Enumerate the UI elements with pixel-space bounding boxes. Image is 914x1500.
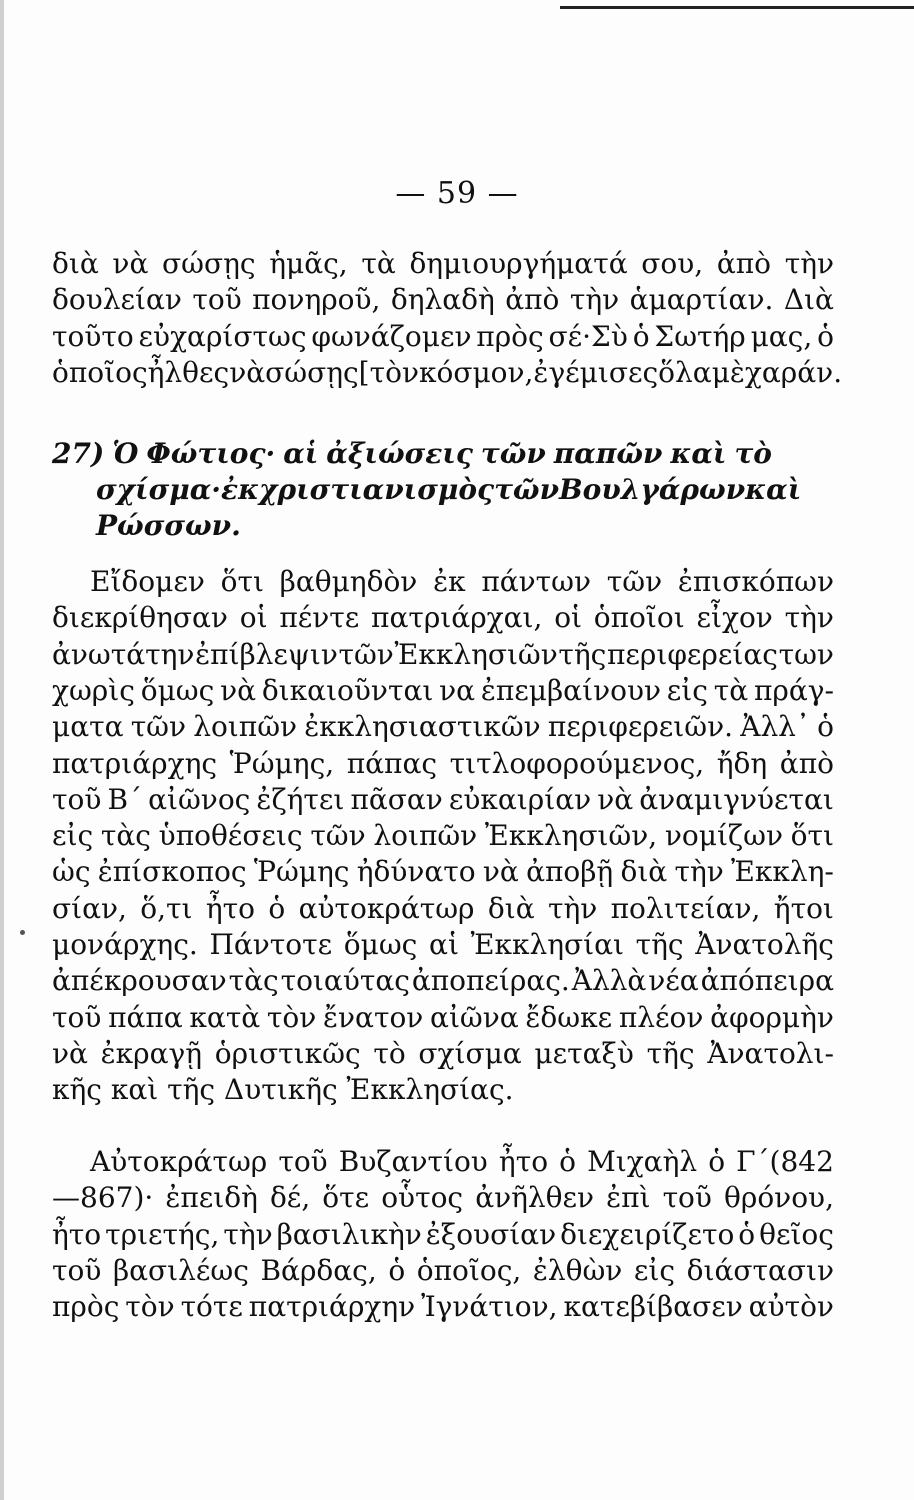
word: τοῦ [192,283,242,316]
word: βασιλικὴν [276,1218,422,1251]
word: ἤδη [716,747,768,780]
paragraph-line [90,1144,834,1180]
word: σου, [641,247,704,280]
word: Β´ [107,783,143,816]
word: Ἀνατολῆς [695,928,834,961]
word: καὶ [670,437,727,470]
word: αἰῶνα [430,1001,519,1034]
word: δηλαδὴ [390,283,495,316]
word: ἀνῆλθεν [475,1181,595,1214]
word: ἀναμιγνύεται [639,783,834,816]
word: τὸ [373,1037,406,1070]
word: ὁ [632,320,650,353]
word: πέντε [279,601,360,634]
word: εὐχαρίστως [138,320,307,353]
word: ἀποπείρας. [411,964,570,997]
word: ὅτι [790,819,834,852]
word: Ὁ [112,437,139,470]
word: ὁ [738,1218,756,1251]
word: διὰ [52,247,99,280]
word: τότε [180,1290,243,1323]
word: χωρὶς [52,674,135,707]
word: νομίζων [664,819,783,852]
paragraph-line [52,1180,834,1216]
word: ἀνωτάτην [52,638,195,671]
word: τῶν [338,638,394,671]
top-rule [560,6,914,9]
word: Ἀλλὰ [571,964,647,997]
word: ὁ [559,1145,576,1178]
body-line [52,282,834,318]
word: πλέον [618,1001,704,1034]
word: Ἐκκλησίαι [470,928,624,961]
word: αἱ [429,928,459,961]
word: δέ, [269,1181,311,1214]
word: χαράν. [744,356,843,389]
word: Ἐκκλησιῶν [394,638,558,671]
word: ἐπὶ [606,1181,651,1214]
paragraph-line [52,818,834,854]
word: μὲ [711,356,745,389]
word: οὗτος [381,1181,464,1214]
word: πονηροῦ, [252,283,381,316]
word: ἐπειδὴ [165,1181,258,1214]
word: οἱ [239,601,268,634]
word: κατὰ [189,1001,261,1034]
word: [τὸν [358,356,419,389]
word: τιτλοφορούμενος, [449,747,705,780]
word: Μιχαὴλ [587,1145,698,1178]
word: των [778,638,834,671]
word: ὁ [708,1145,726,1178]
paragraph-line [52,854,834,890]
word: ὁριστικῶς [214,1037,361,1070]
word: ἀπὸ [716,247,772,280]
word: Πάντοτε [209,928,333,961]
word: τὴν [569,283,620,316]
word: κατεβίβασεν [563,1290,743,1323]
word: μας, [750,320,813,353]
word: τὰ [361,247,396,280]
word: ἀφορμὴν [710,1001,834,1034]
word: πάπας [346,747,438,780]
word: νέα [648,964,699,997]
word: ἔδωκε [525,1001,613,1034]
word: τριετής, [105,1218,220,1251]
word: διεχειρίζετο [560,1218,735,1251]
word: Ἀνατολι- [707,1037,834,1070]
word: τὴν [674,855,724,888]
word: δημιουργήματά [409,247,628,280]
word: ἦτο [205,892,255,925]
word: ἦλθες [147,356,230,389]
word: νὰ [112,247,149,280]
word: Ῥώμης, [229,747,335,780]
word: παπῶν [553,437,663,470]
word: ἐζήτει [256,783,345,816]
paragraph-line [52,1217,834,1253]
word: λοιπῶν [193,710,298,743]
word: ἦτο [498,1145,549,1178]
margin-mark [20,930,25,935]
word: ἐπισκόπων [677,565,834,598]
word: βασιλέως [112,1254,249,1287]
word: τὸν [266,1001,317,1034]
word: —867)· [52,1181,154,1214]
word: ματα [52,710,124,743]
word: τοιαύτας [280,964,410,997]
word: τοῦτο [52,320,134,353]
paragraph-line [52,891,834,927]
word: ἐκκλησιαστικῶν [304,710,541,743]
word: πράγ- [753,674,834,707]
word: τῶν [480,437,546,470]
paragraph-line [52,1253,834,1289]
word: Ἐκκλη- [731,855,834,888]
word: δικαιοῦνται [261,674,434,707]
word: αἰῶνος [148,783,251,816]
word: σχίσμα [418,1037,522,1070]
word: Βουλγάρων [559,473,746,506]
word: Αὐτοκράτωρ [90,1145,268,1178]
body-line [52,246,834,282]
word: τῆς [646,1037,695,1070]
word: ἐλθὼν [532,1254,623,1287]
word: ἀποβῇ [526,855,614,888]
paragraph-line [52,1036,834,1072]
word: τὴν [223,1218,273,1251]
word: ὁποῖος, [416,1254,522,1287]
paragraph-line [52,673,834,709]
word: αἱ [283,437,319,470]
word: τὰ [713,674,749,707]
word: εἰς [52,819,94,852]
word: Εἴδομεν [90,565,205,598]
word: τοῦ [52,783,102,816]
word: Βάρδας, [260,1254,377,1287]
word: ἐπίβλεψιν [195,638,338,671]
word: οἱ [554,601,583,634]
word: Βυζαντίου [338,1145,488,1178]
word: τῶν [606,565,663,598]
word: βαθμηδὸν [279,565,418,598]
word: ἡμᾶς, [269,247,348,280]
word: ὅλα [658,356,712,389]
word: Γ´(842 [736,1145,834,1178]
word: μεταξὺ [534,1037,634,1070]
word: ὁποῖος [52,356,148,389]
word: ἁμαρτίαν. [629,283,774,316]
word: τὸν [125,1290,175,1323]
word: εἶχον [696,601,773,634]
page-number: — 59 — [395,176,519,211]
word: ἐκ [433,565,466,598]
word: Ἀλλ᾽ [740,710,810,743]
word: τῆς [558,638,607,671]
body-line [52,355,843,391]
word: ἔνατον [323,1001,424,1034]
paragraph-line [52,637,834,673]
paragraph-line [52,746,834,782]
word: πρὸς [52,1290,120,1323]
word: τὴν [784,601,834,634]
word: τὸ [734,437,772,470]
word: Φώτιος· [146,437,276,470]
word: τὰς [100,819,151,852]
word: θρόνου, [724,1181,834,1214]
word: τῶν [494,473,559,506]
word: Διὰ [783,283,834,316]
word: τοῦ [52,1254,102,1287]
word: διὰ [487,892,535,925]
word: ἀξιώσεις [326,437,473,470]
word: πᾶσαν [350,783,443,816]
word: τὰς [228,964,279,997]
word: νὰ [482,855,519,888]
word: ἐξουσίαν [425,1218,557,1251]
word: νὰ [52,1037,88,1070]
word: λοιπῶν [373,819,478,852]
word: νὰ [220,674,257,707]
word: 27) [52,437,105,470]
word: καὶ [745,473,802,506]
word: τῆς [635,928,684,961]
word: πάντων [481,565,592,598]
section-heading-line [96,472,802,508]
word: Σωτήρ [654,320,746,353]
word: αὐτὸν [748,1290,834,1323]
page-edge-shadow [0,0,4,1500]
word: πολιτείαν, [610,892,761,925]
word: ἀπόπειρα [700,964,834,997]
word: σώσῃς [162,247,256,280]
word: ὅμως [140,674,215,707]
word: κόσμον,ἐγέμισες [418,356,659,389]
paragraph-line [52,782,834,818]
word: ὁ [388,1254,406,1287]
word: πρὸς [476,320,544,353]
word: ἐπίσκοπος [97,855,247,888]
word: σώσῃς [265,356,359,389]
word: ὅ,τι [140,892,193,925]
word: πάπα [108,1001,183,1034]
word: διάστασιν [686,1254,834,1287]
word: εἰς [666,674,708,707]
word: μονάρχης. [52,928,198,961]
word: περιφερειῶν. [547,710,734,743]
word: τῶν [130,710,187,743]
word: τοῦ [662,1181,712,1214]
word: τὴν [784,247,834,280]
body-line [52,319,834,355]
word: ὁ [817,710,834,743]
word: ἐκχριστιανισμὸς [221,473,495,506]
word: εἰς [633,1254,676,1287]
paragraph-line [52,600,834,636]
word: φωνάζομεν [311,320,472,353]
word: θεῖος [759,1218,834,1251]
word: ἠδύνατο [356,855,476,888]
paragraph-line [52,1000,834,1036]
word: Ῥώμης [253,855,350,888]
word: δουλείαν [52,283,182,316]
word: ἤτοι [773,892,834,925]
word: τοῦ [278,1145,328,1178]
paragraph-line [52,963,834,999]
word: αὐτοκράτωρ [298,892,475,925]
word: διεκρίθησαν [52,601,228,634]
word: σέ·Σὺ [548,320,628,353]
word: νὰ [597,783,634,816]
section-heading-line [52,436,772,472]
paragraph-line [52,1289,834,1325]
word: να [439,674,476,707]
word: ὅτε [322,1181,370,1214]
word: περιφερείας [606,638,778,671]
word: πατριάρχης [52,747,218,780]
section-heading-line: Ρώσσων. [96,509,241,542]
word: ἐπεμβαίνουν [480,674,661,707]
word: Ἐκκλησιῶν, [484,819,658,852]
word: ὅμως [343,928,418,961]
paragraph-line [52,709,834,745]
word: διὰ [620,855,668,888]
paragraph-line [90,564,834,600]
word: ὁ [268,892,286,925]
word: ὁ [817,320,834,353]
paragraph-line: κῆς καὶ τῆς Δυτικῆς Ἐκκλησίας. [52,1073,514,1106]
word: ἀπέκρουσαν [52,964,227,997]
word: ὑποθέσεις [158,819,303,852]
word: σίαν, [52,892,127,925]
word: τὴν [547,892,598,925]
word: ἐκραγῇ [100,1037,203,1070]
word: πατριάρχην [248,1290,416,1323]
word: ὁποῖοι [593,601,685,634]
word: ἀπὸ [505,283,560,316]
word: ὅτι [220,565,264,598]
word: Ἰγνάτιον, [421,1290,558,1323]
paragraph-line [52,927,834,963]
word: ἀπὸ [779,747,834,780]
word: ὡς [52,855,91,888]
word: πατριάρχαι, [371,601,543,634]
word: εὐκαιρίαν [448,783,592,816]
word: νὰ [229,356,266,389]
word: σχίσμα· [96,473,222,506]
word: τοῦ [52,1001,102,1034]
word: ἦτο [52,1218,102,1251]
word: τῶν [310,819,366,852]
